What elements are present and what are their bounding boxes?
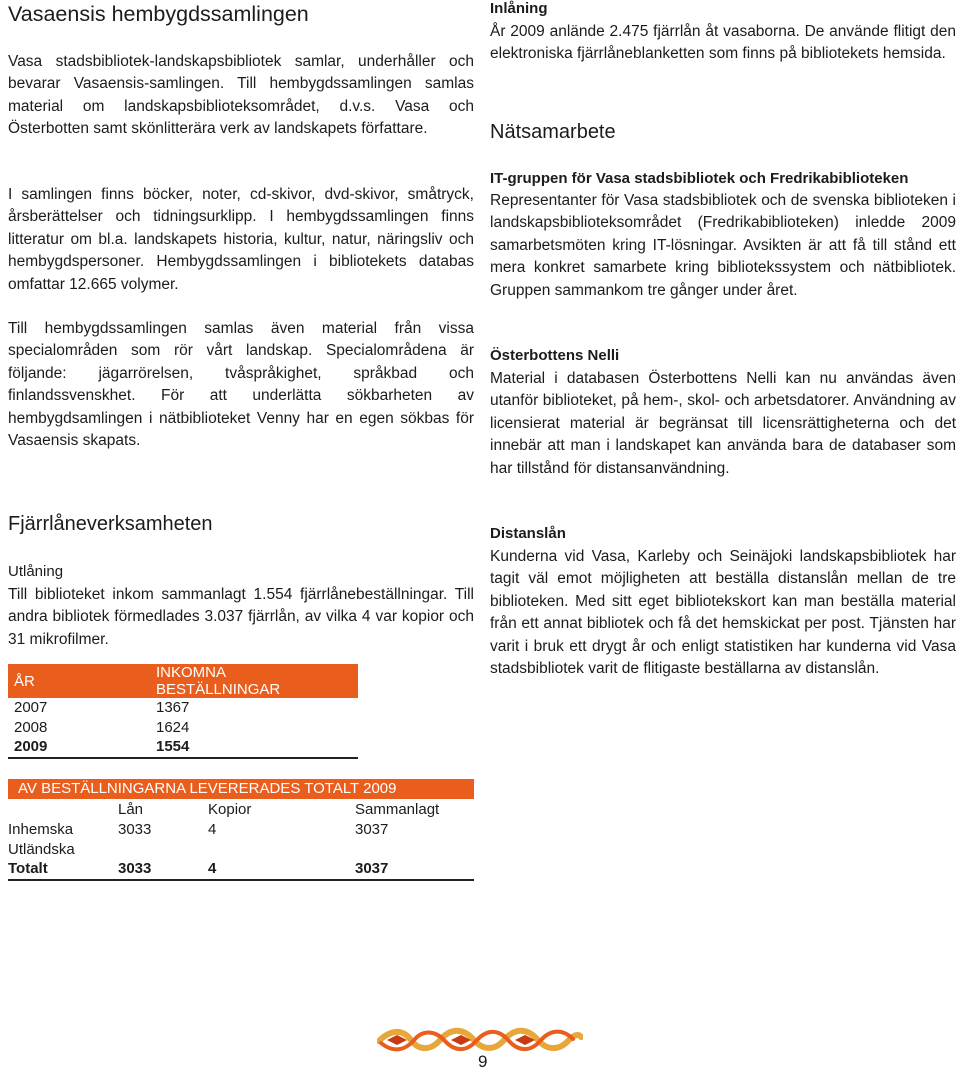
table-header-cell: Kopior [208,801,252,819]
table-cell: 3037 [355,859,474,880]
page-number: 9 [478,1052,488,1071]
table-header-row [8,800,474,820]
it-group-heading: IT-gruppen för Vasa stadsbibliotek och Fredrikabiblioteken [490,170,909,187]
table-cell: 2008 [14,718,48,736]
it-group-paragraph: Representanter för Vasa stadsbibliotek och de svenska biblioteken i landskapsbiblioteksområdet (Fredrikabiblioteken) inledde 2009 samarbetsmöten kring IT-lösningar. Avsikten är att få till stånd ett mera konkret samarbete kring bibliotekssystem och nätbibliotek. Gruppen sammankom tre gånger under året. [490,192,956,299]
nelli-paragraph: Material i databasen Österbottens Nelli kan nu användas även utanför biblioteket, på hem-, skol- och arbetsdatorer. Användning av licensierat material är begränsat till licensrättigheterna och det innebär att man i landskapet kan använda bara de databaser som har tillstånd för distansanvändning. [490,370,956,477]
utlaning-paragraph: Till biblioteket inkom sammanlagt 1.554 fjärrlånebeställningar. Till andra bibliotek förmedlades 3.037 fjärrlån, av vilka 4 var kopior och 31 mikrofilmer. [8,586,474,648]
page-title: Vasaensis hembygdssamlingen [8,2,309,26]
table-header-cell [8,800,118,820]
table-cell: 2009 [8,737,150,758]
table-cell: 4 [208,859,355,880]
table-cell: 3033 [118,859,208,880]
delivered-table-title: AV BESTÄLLNINGARNA LEVERERADES TOTALT 2009 [8,779,474,799]
collection-paragraph: I samlingen finns böcker, noter, cd-skivor, dvd-skivor, småtryck, årsberättelser och tidningsurklipp. I hembygdssamlingen finns litteratur om bl.a. landskapets historia, kultur, natur, näringsliv och hembygdspersoner. Hembygdssamlingen i bibliotekets databas omfattar 12.665 volymer. [8,186,474,293]
table-row [8,698,358,718]
table-row [8,718,358,738]
delivered-table [8,800,474,881]
section-title-fjarrlan: Fjärrlåneverksamheten [8,513,213,535]
intro-paragraph: Vasa stadsbibliotek-landskapsbibliotek samlar, underhåller och bevarar Vasaensis-samlingen. Till hembygdssamlingen samlas material om landskapsbiblioteksområdet, d.v.s. Vasa och Österbotten samt skönlitterära verk av landskapets författare. [8,53,474,138]
table-header-row [8,664,358,698]
table-header-cell: ÅR [8,664,150,698]
distanslan-heading: Distanslån [490,525,566,542]
table-cell: 1367 [156,699,190,717]
table-cell: 3037 [355,821,389,839]
orange-wave-ornament-icon [377,1025,583,1055]
table-header-cell: Lån [118,801,144,819]
utlaning-heading: Utlåning [8,563,64,580]
distanslan-paragraph: Kunderna vid Vasa, Karleby och Seinäjoki landskapsbibliotek har tagit väl emot möjligheten att beställa distanslån mellan de tre biblioteken. Med sitt eget bibliotekskort kan man beställa material från ett annat bibliotek och få det hemskickat per post. Tjänsten har varit i bruk ett drygt år och enligt statistiken har kunderna vid Vasa stadsbibliotek varit de flitigaste beställarna av distanslån. [490,548,956,678]
orders-by-year-table [8,664,358,759]
table-header-cell: INKOMNA BESTÄLLNINGAR [150,664,358,698]
table-row [8,820,474,840]
table-cell: Utländska [8,840,75,858]
table-cell: 1554 [150,737,358,758]
table-cell [208,839,355,859]
table-row [8,737,358,758]
table-header-cell: Sammanlagt [355,801,440,819]
table-cell: 2007 [14,699,48,717]
nelli-heading: Österbottens Nelli [490,347,620,364]
special-areas-paragraph: Till hembygdssamlingen samlas även material från vissa specialområden som rör vårt landskap. Specialområdena är följande: jägarrörelsen, tvåspråkighet, språkbad och finlandssvenskhet. För att underlätta sökbarheten av hembygdsamlingen i nätbiblioteket Venny har en egen sökbas för Vasaensis skapats. [8,320,474,450]
table-row [8,859,474,880]
inlaning-heading: Inlåning [490,0,548,17]
section-title-natsamarbete: Nätsamarbete [490,121,616,143]
inlaning-paragraph: År 2009 anlände 2.475 fjärrlån åt vasaborna. De använde flitigt den elektroniska fjärrlåneblanketten som finns på bibliotekets hemsida. [490,23,956,63]
table-cell: Inhemska [8,821,74,839]
table-cell [118,839,208,859]
table-cell: Totalt [8,859,118,880]
table-cell: 1624 [156,718,190,736]
table-cell [355,839,474,859]
table-cell: 3033 [118,821,152,839]
table-cell: 4 [208,821,217,839]
table-row [8,839,474,859]
